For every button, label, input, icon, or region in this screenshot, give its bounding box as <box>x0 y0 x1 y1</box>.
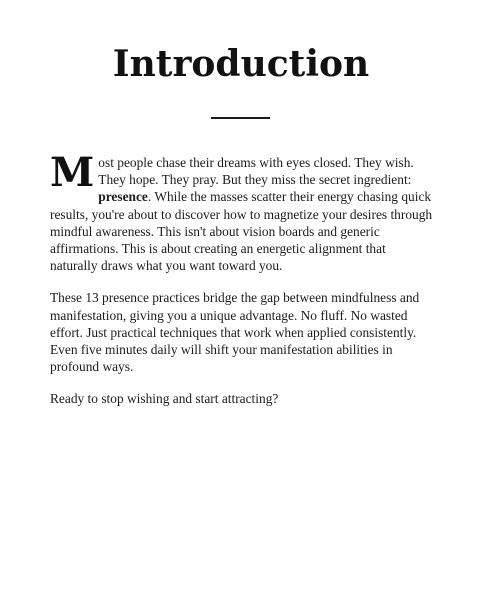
paragraph-1-text-end: . While the masses scatter their energy chasing quick results, you're about to discover how to magnetize your desires through mindful awareness. This isn't about vision boards and generic affirmations. This is about creating an energetic alignment that naturally draws what you want toward you. <box>50 189 433 274</box>
intro-paragraph-2: These 13 presence practices bridge the gap between mindfulness and manifestation, giving you a unique advantage. No fluff. No wasted effort. Just practical techniques that work when applied consistently. Even five minutes daily will shift your manifestation abilities in profound ways. <box>50 290 420 375</box>
emphasis-presence: presence <box>98 189 148 205</box>
intro-body <box>50 149 434 423</box>
intro-paragraph-1 <box>50 149 434 274</box>
page-title: Introduction <box>112 43 370 85</box>
paragraph-1-text-start: ost people chase their dreams with eyes closed. They wish. They hope. They pray. But they miss the secret ingredient: <box>98 155 414 188</box>
title-divider <box>211 117 270 119</box>
drop-cap: M <box>50 149 95 196</box>
intro-paragraph-3: Ready to stop wishing and start attracting? <box>50 391 279 407</box>
